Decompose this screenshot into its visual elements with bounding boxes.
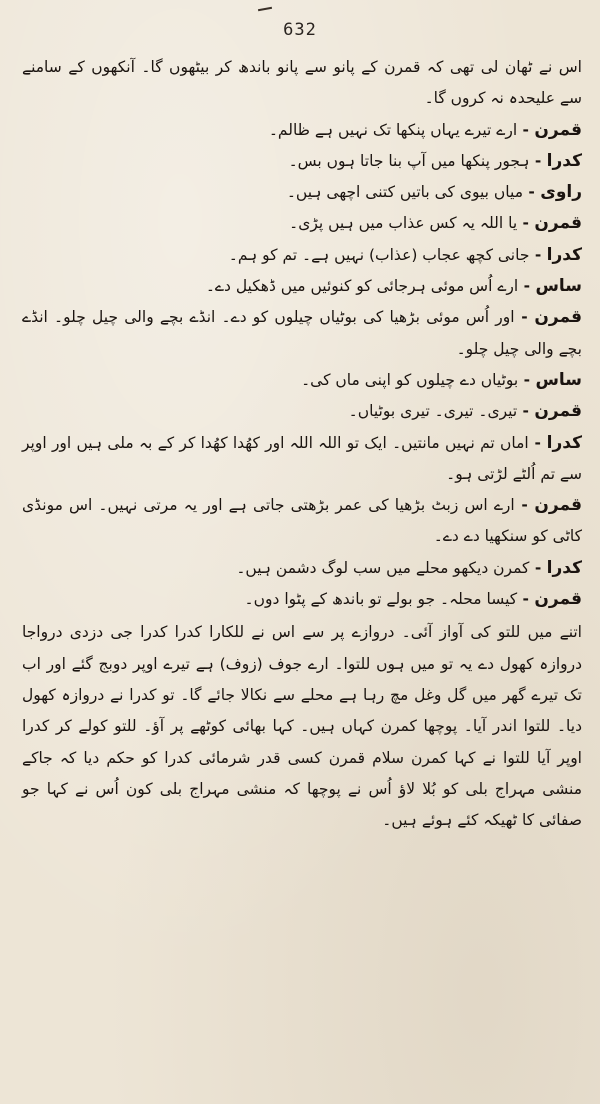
speaker-name: قمرن [534,401,582,422]
utterance-text: ارے تیرے یہاں پنکھا تک نہیں ہے ظالم۔ [268,120,518,139]
page-text [22,52,582,836]
dialogue-line [22,428,582,491]
dialogue-line [22,146,582,177]
dialogue-line [22,271,582,302]
speaker-separator: - [514,308,535,327]
utterance-text: اماں تم نہیں مانتیں۔ ایک تو اللہ اللہ اور کھُدا کھُدا کر کے بہ ملی ہیں اور اوپر سے تم اُلٹے لڑتی ہو۔ [22,433,582,483]
opening-paragraph: اس نے ٹھان لی تھی کہ قمرن کے پانو سے پانو باندھ کر بیٹھوں گا۔ آنکھوں کے سامنے سے علیحدہ نہ کروں گا۔ [22,58,582,108]
dialogue-line [22,553,582,584]
utterance-text: کمرن دیکھو محلے میں سب لوگ دشمن ہیں۔ [236,558,530,577]
utterance-text: اور اُس موئی بڑھیا کی بوٹیاں چیلوں کو دے۔ انڈے بچے والی چیل چلو۔ انڈے بچے والی چیل چلو۔ [22,308,582,358]
speaker-separator: - [518,370,536,389]
utterance-text: ہجور پنکھا میں آپ بنا جاتا ہوں بس۔ [288,151,530,170]
speaker-name: ساس [535,369,582,390]
utterance-text: یا اللہ یہ کس عذاب میں ہیں پڑی۔ [289,214,518,233]
speaker-name: قمرن [534,495,582,516]
speaker-separator: - [517,590,535,609]
speaker-separator: - [529,558,547,577]
speaker-name: کدرا [546,244,582,265]
speaker-name: راوی [540,182,582,203]
speaker-name: قمرن [534,119,582,140]
speaker-name: قمرن [534,213,582,234]
utterance-text: میاں بیوی کی باتیں کتنی اچھی ہیں۔ [286,183,523,202]
dialogue-line [22,302,582,365]
dialogue-section [22,115,582,616]
speaker-name: قمرن [534,307,582,328]
utterance-text: بوٹیاں دے چیلوں کو اپنی ماں کی۔ [301,370,519,389]
dialogue-line [22,490,582,553]
ink-mark [258,7,272,11]
speaker-separator: - [518,277,536,296]
speaker-name: کدرا [546,557,582,578]
speaker-separator: - [529,245,547,264]
utterance-text: کیسا محلہ۔ جو بولے تو باندھ کے پٹوا دوں۔ [244,590,518,609]
utterance-text: تیری۔ تیری۔ تیری بوٹیاں۔ [348,402,518,421]
utterance-text: ارے اُس موئی ہرجائی کو کنوئیں میں ڈھکیل دے۔ [205,277,519,296]
dialogue-line [22,177,582,208]
dialogue-line [22,240,582,271]
utterance-text: ارے اس زبٹ بڑھیا کی عمر بڑھتی جاتی ہے اور یہ مرتی نہیں۔ اس مونڈی کاٹی کو سنکھیا دے دے۔ [22,496,582,546]
dialogue-line [22,208,582,239]
speaker-separator: - [514,496,535,515]
dialogue-line [22,396,582,427]
speaker-separator: - [529,151,547,170]
speaker-name: ساس [535,276,582,297]
page-number: 632 [283,20,317,40]
speaker-name: قمرن [534,589,582,610]
dialogue-line [22,584,582,615]
speaker-separator: - [517,120,535,139]
utterance-text: جانی کچھ عجاب (عذاب) نہیں ہے۔ تم کو ہم۔ [228,245,530,264]
speaker-separator: - [528,433,547,452]
closing-paragraph: اتنے میں للتو کی آواز آئی۔ دروازے پر سے اس نے للکارا کدرا کدرا جی دزدی درواجا دروازہ کھول دے یہ تو میں ہوں للتوا۔ ارے جوف (زوف) ہے تیرے اوپر دوبج گئے اور اب تک تیرے گھر میں گل وغل مچ رہا ہے محلے سے نکالا جائے گا۔ تو کدرا نے دروازہ کھول دیا۔ للتوا اندر آیا۔ پوچھا کمرن کہاں ہیں۔ کہا بھائی کوٹھے پر آؤ۔ للتو کولے کر کدرا اوپر آیا للتوا نے کہا کمرن سلام قمرن کسی قدر شرمائی کدرا کو حکم دیا کہ جاکے منشی مہراج بلی کو بُلا لاؤ اُس نے پوچھا کہ منشی مہراج بلی کون اُس نے کہا جو صفائی کا ٹھیکہ کئے ہوئے ہیں۔ [22,623,582,830]
dialogue-line [22,365,582,396]
dialogue-line [22,115,582,146]
speaker-separator: - [517,214,535,233]
speaker-name: کدرا [546,150,582,171]
speaker-separator: - [517,402,535,421]
speaker-separator: - [523,183,541,202]
speaker-name: کدرا [546,432,582,453]
